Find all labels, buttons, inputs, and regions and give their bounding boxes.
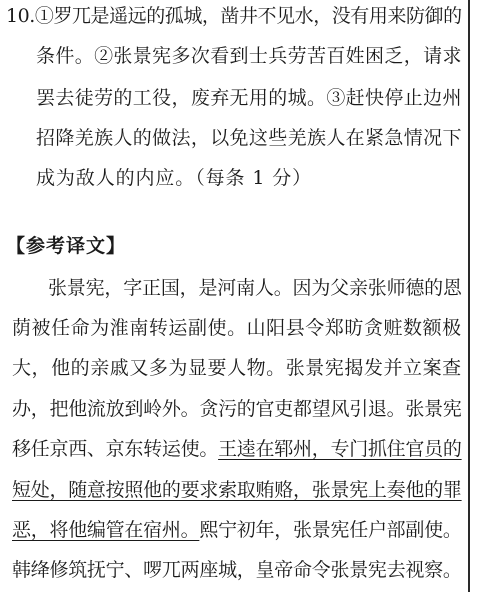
underlined-passage: 恶，将他编管在宿州。 xyxy=(12,519,200,541)
translation-line-8: 韩绛修筑抚宁、啰兀两座城，皇帝命令张景宪去视察。 xyxy=(12,559,462,581)
answer-line-3: 罢去徒劳的工役，废弃无用的城。③赶快停止边州 xyxy=(36,87,462,109)
translation-line-1: 张景宪，字正国，是河南人。因为父亲张师德的恩 xyxy=(48,277,462,299)
underlined-passage: 短处，随意按照他的要求索取贿赂，张景宪上奏他的罪 xyxy=(12,479,462,501)
translation-line-6 xyxy=(12,478,462,502)
answer-line-5: 成为敌人的内应。（每条 1 分） xyxy=(36,167,313,189)
translation-line-7 xyxy=(12,518,462,542)
answer-number: 10. xyxy=(6,5,35,27)
translation-text: 移任京西、京东转运使。 xyxy=(12,438,219,460)
translation-heading: 【参考译文】 xyxy=(6,235,127,257)
translation-line-5 xyxy=(12,437,462,461)
answer-line-4: 招降羌族人的做法，以免这些羌族人在紧急情况下 xyxy=(36,127,462,149)
answer-line-1 xyxy=(6,4,462,28)
translation-text: 熙宁初年，张景宪任户部副使。 xyxy=(199,519,462,541)
answer-line-2: 条件。②张景宪多次看到士兵劳苦百姓困乏，请求 xyxy=(36,45,462,67)
underlined-passage: 王逵在郓州，专门抓住官员的 xyxy=(218,438,462,460)
translation-line-4: 办，把他流放到岭外。贪污的官吏都望风引退。张景宪 xyxy=(12,398,462,420)
translation-line-2: 荫被任命为淮南转运副使。山阳县令郑昉贪赃数额极 xyxy=(12,317,462,339)
translation-line-3: 大，他的亲戚又多为显要人物。张景宪揭发并立案查 xyxy=(12,357,462,379)
answer-text: ①罗兀是遥远的孤城，凿井不见水，没有用来防御的 xyxy=(34,5,462,27)
